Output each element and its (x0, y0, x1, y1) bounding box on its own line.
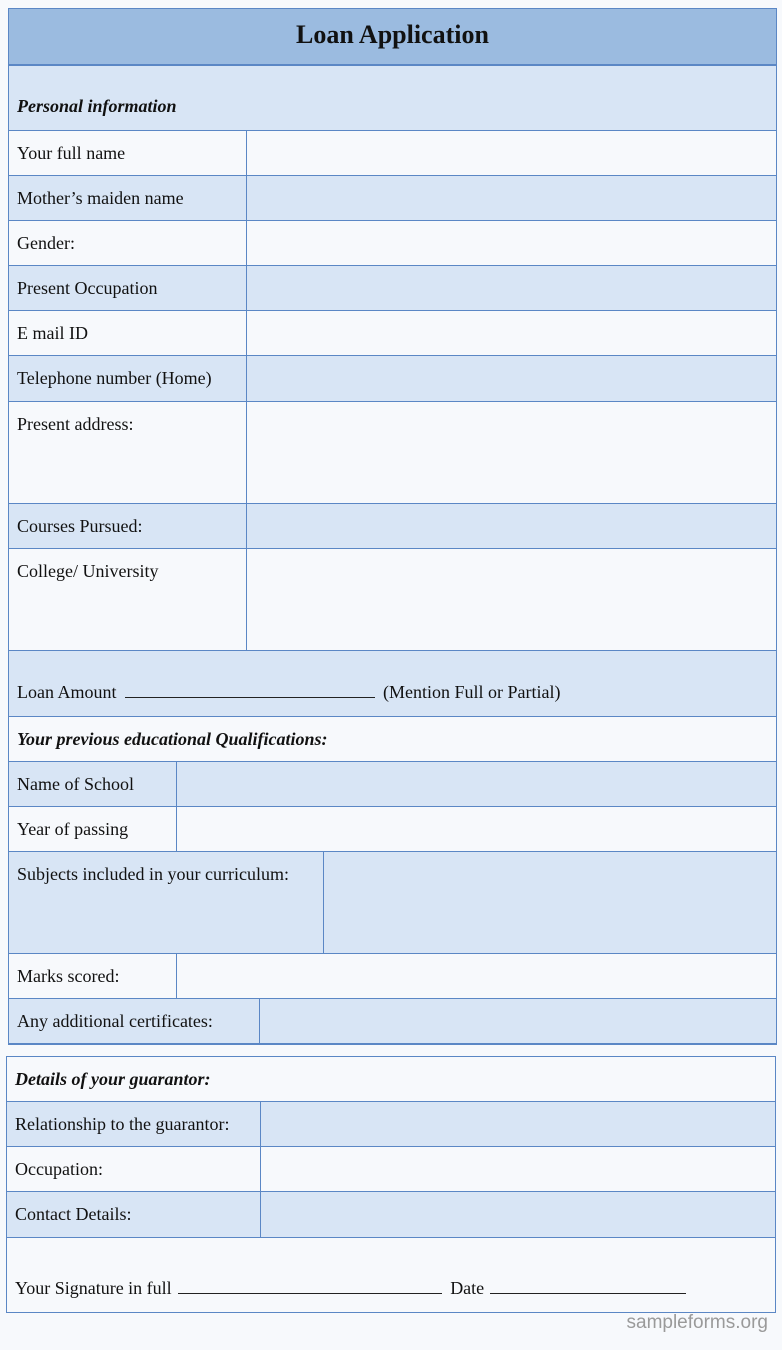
field-label-subjects: Subjects included in your curriculum: (17, 864, 289, 884)
field-label-college: College/ University (17, 561, 159, 581)
signature-row (6, 1238, 776, 1312)
field-label-maiden-name: Mother’s maiden name (17, 188, 184, 208)
field-label-email: E mail ID (17, 323, 88, 343)
date-label: Date (450, 1278, 485, 1298)
field-label-occupation: Present Occupation (17, 278, 158, 298)
field-label-marks: Marks scored: (17, 966, 120, 986)
field-label-gender: Gender: (17, 233, 75, 253)
maiden-name-input[interactable] (248, 176, 777, 220)
subjects-input[interactable] (325, 852, 777, 953)
loan-amount-input[interactable] (125, 683, 375, 698)
field-label-certificates: Any additional certificates: (17, 1011, 213, 1031)
field-label-relationship: Relationship to the guarantor: (15, 1114, 230, 1134)
gender-input[interactable] (248, 221, 777, 265)
guarantor-section-header (6, 1057, 776, 1102)
field-label-courses: Courses Pursued: (17, 516, 143, 536)
loan-amount-note: (Mention Full or Partial) (383, 682, 561, 702)
telephone-input[interactable] (248, 356, 777, 401)
field-row-guarantor-occupation (6, 1147, 776, 1192)
field-row-certificates (8, 999, 777, 1044)
field-label-year: Year of passing (17, 819, 129, 839)
field-label-contact: Contact Details: (15, 1204, 132, 1224)
field-row-school (8, 762, 777, 807)
personal-section-header (8, 66, 777, 131)
field-row-contact (6, 1192, 776, 1238)
loan-amount-row (8, 651, 777, 717)
field-row-courses (8, 504, 777, 549)
marks-input[interactable] (178, 954, 777, 998)
guarantor-section-title: Details of your guarantor: (15, 1069, 211, 1089)
education-section-title: Your previous educational Qualifications: (17, 729, 328, 749)
college-input[interactable] (248, 549, 777, 650)
education-section-header (8, 717, 777, 762)
courses-input[interactable] (248, 504, 777, 548)
loan-amount-label: Loan Amount (17, 682, 117, 702)
field-row-gender (8, 221, 777, 266)
field-row-email (8, 311, 777, 356)
field-label-guarantor-occupation: Occupation: (15, 1159, 103, 1179)
relationship-input[interactable] (262, 1102, 776, 1146)
field-row-subjects (8, 852, 777, 954)
full-name-input[interactable] (248, 131, 777, 175)
form-title-bar (8, 8, 777, 66)
form-title: Loan Application (296, 20, 489, 49)
personal-section-title: Personal information (17, 96, 177, 116)
field-row-address (8, 402, 777, 504)
field-row-marks (8, 954, 777, 999)
field-label-telephone: Telephone number (Home) (17, 368, 212, 388)
field-row-occupation (8, 266, 777, 311)
watermark-text: sampleforms.org (626, 1312, 768, 1333)
signature-label: Your Signature in full (15, 1278, 172, 1298)
field-label-address: Present address: (17, 414, 134, 434)
field-label-full-name: Your full name (17, 143, 126, 163)
address-input[interactable] (248, 402, 777, 503)
date-input[interactable] (490, 1279, 686, 1294)
year-input[interactable] (178, 807, 777, 851)
field-row-year (8, 807, 777, 852)
school-input[interactable] (178, 762, 777, 806)
field-row-telephone (8, 356, 777, 402)
field-row-full-name (8, 131, 777, 176)
certificates-input[interactable] (261, 999, 777, 1043)
contact-input[interactable] (262, 1192, 776, 1237)
field-row-college (8, 549, 777, 651)
field-row-maiden-name (8, 176, 777, 221)
guarantor-occupation-input[interactable] (262, 1147, 776, 1191)
email-input[interactable] (248, 311, 777, 355)
occupation-input[interactable] (248, 266, 777, 310)
field-row-relationship (6, 1102, 776, 1147)
signature-input[interactable] (178, 1279, 442, 1294)
field-label-school: Name of School (17, 774, 134, 794)
